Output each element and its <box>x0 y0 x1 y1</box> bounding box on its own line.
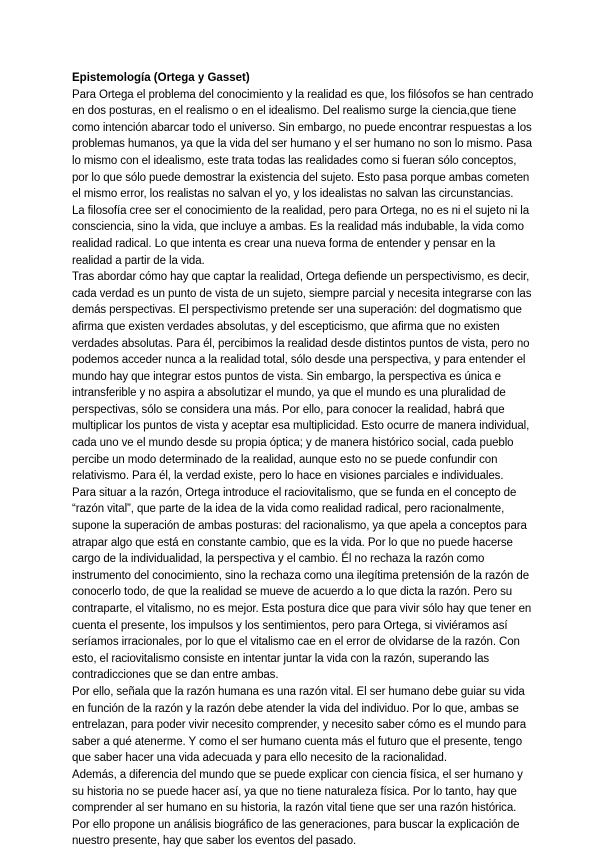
paragraph-vida-realidad-radical: La filosofía cree ser el conocimiento de la realidad, pero para Ortega, no es ni el sujeto ni la consciencia, sino la vida, que incluye a ambas. Es la realidad más indubable, la vida como realidad radical. Lo que intenta es crear una nueva forma de entender y pensar en la realidad a partir de la vida. <box>72 204 530 267</box>
paragraph-raciovitalismo: Para situar a la razón, Ortega introduce el raciovitalismo, que se funda en el concepto de “razón vital”, que parte de la idea de la vida como realidad radical, pero racionalmente, supone la superación de ambas posturas: del racionalismo, ya que apela a conceptos para atrapar algo que está en constante cambio, que es la vida. Por lo que no puede hacerse cargo de la individualidad, la perspectiva y el cambio. Él no rechaza la razón como instrumento del conocimiento, sino la rechaza como una ilegítima pretensión de la razón de conocerlo todo, de que la realidad se mueve de acuerdo a lo que dicta la razón. Pero su contraparte, el vitalismo, no es mejor. Esta postura dice que para vivir sólo hay que tener en cuenta el presente, los impulsos y los sentimientos, pero para Ortega, si viviéramos así seríamos irracionales, por lo que el vitalismo cae en el error de olvidarse de la razón. Con esto, el raciovitalismo consiste en intentar juntar la vida con la razón, superando las contradicciones que se dan entre ambas. <box>72 486 532 682</box>
paragraph-razon-vital: Por ello, señala que la razón humana es una razón vital. El ser humano debe guiar su vida en función de la razón y la razón debe atender la vida del individuo. Por lo que, ambas se entrelazan, para poder vivir necesito comprender, y necesito saber cómo es el mundo para saber a qué atenerme. Y como el ser humano cuenta más el futuro que el presente, tengo que saber hacer una vida adecuada y para ello necesito de la racionalidad. <box>72 685 527 765</box>
document-title: Epistemología (Ortega y Gasset) <box>72 72 250 84</box>
paragraph-perspectivismo: Tras abordar cómo hay que captar la realidad, Ortega defiende un perspectivismo, es decir, cada verdad es un punto de vista de un sujeto, siempre parcial y necesita integrarse con las demás perspectivas. El perspectivismo pretende ser una superación: del dogmatismo que afirma que existen verdades absolutas, y del escepticismo, que afirma que no existen verdades absolutas. Para él, percibimos la realidad desde distintos puntos de vista, pero no podemos acceder nunca a la realidad total, sólo desde una perspectiva, y para entender el mundo hay que integrar estos puntos de vista. Sin embargo, la perspectiva es única e intransferible y no aspira a absolutizar el mundo, ya que el mundo es una pluralidad de perspectivas, sólo se considera una más. Por ello, para conocer la realidad, habrá que multiplicar los puntos de vista y aceptar esa multiplicidad. Esto ocurre de manera individual, cada uno ve el mundo desde su propia óptica; y de manera histórico social, cada pueblo percibe un modo determinado de la realidad, aunque esto no se puede confundir con relativismo. Para él, la verdad existe, pero lo hace en visiones parciales e individuales. <box>72 271 532 483</box>
paragraph-realismo-idealismo: Para Ortega el problema del conocimiento y la realidad es que, los filósofos se han centrado en dos posturas, en el realismo o en el idealismo. Del realismo surge la ciencia,que tiene como intención abarcar todo el universo. Sin embargo, no puede encontrar respuestas a los problemas humanos, ya que la vida del ser humano y el ser humano no son lo mismo. Pasa lo mismo con el idealismo, este trata todas las realidades como si fueran sólo conceptos, por lo que sólo puede demostrar la existencia del sujeto. Esto pasa porque ambas cometen el mismo error, los realistas no salvan el yo, y los idealistas no salvan las circunstancias. <box>72 88 534 201</box>
paragraph-razon-historica: Además, a diferencia del mundo que se puede explicar con ciencia física, el ser humano y su historia no se puede hacer así, ya que no tiene naturaleza física. Por lo tanto, hay que comprender al ser humano en su historia, la razón vital tiene que ser una razón histórica. Por ello propone un análisis biográfico de las generaciones, para buscar la explicación de nuestro presente, hay que saber los eventos del pasado. <box>72 768 523 848</box>
document-page <box>72 70 534 850</box>
